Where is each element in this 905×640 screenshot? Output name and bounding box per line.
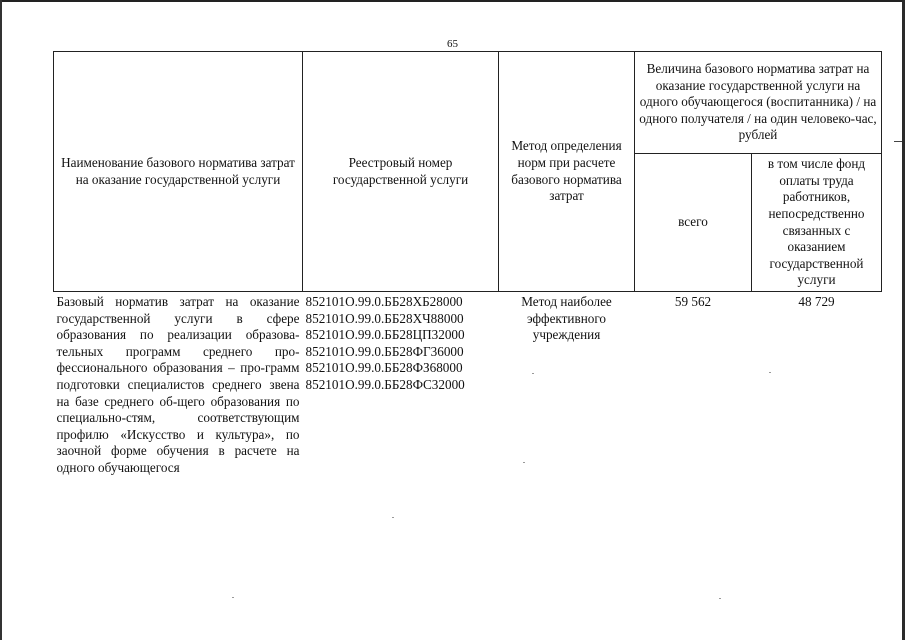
header-value-group: Величина базового норматива затрат на оказание государственной услуги на одного обучающегося (воспитанника) / на одного получателя / на один человеко-час, рублей bbox=[635, 52, 882, 154]
header-total: всего bbox=[635, 154, 752, 292]
scan-speck bbox=[769, 372, 771, 373]
registry-number: 852101О.99.0.ББ28ЦП32000 bbox=[305, 327, 465, 343]
page-left-edge bbox=[0, 0, 2, 640]
row-fund: 48 729 bbox=[798, 294, 835, 309]
scan-speck bbox=[719, 598, 721, 599]
row-name: Базовый норматив затрат на оказание государственной услуги в сфере образования по реализации образова-тельных программ среднего про-фессионального образования – про-грамм подготовки специалистов среднего звена на базе среднего об-щего образования по специально-стям, соответствующим профилю «Искусство и культура», по заочной форме обучения в расчете на одного обучающегося bbox=[56, 294, 300, 475]
registry-number: 852101О.99.0.ББ28ХБ28000 bbox=[305, 294, 463, 309]
table-header bbox=[54, 52, 882, 292]
row-total: 59 562 bbox=[674, 294, 712, 309]
page-number: 65 bbox=[447, 38, 458, 50]
header-name: Наименование базового норматива затрат на оказание государственной услуги bbox=[54, 52, 303, 292]
page-top-edge bbox=[0, 0, 905, 6]
header-fund: в том числе фонд оплаты труда работников, непосредственно связанных с оказанием государственной услуги bbox=[752, 154, 882, 292]
scan-speck bbox=[532, 373, 534, 374]
scan-speck bbox=[523, 462, 525, 463]
row-registry-numbers bbox=[303, 292, 499, 479]
registry-number: 852101О.99.0.ББ28ФЗ68000 bbox=[305, 360, 463, 376]
registry-number: 852101О.99.0.ББ28ФС32000 bbox=[305, 376, 465, 392]
row-method: Метод наиболее эффективного учреждения bbox=[521, 294, 612, 343]
registry-number: 852101О.99.0.ББ28ХЧ88000 bbox=[305, 310, 464, 326]
scan-speck bbox=[232, 597, 234, 598]
header-method: Метод определения норм при расчете базового норматива затрат bbox=[499, 52, 635, 292]
scan-speck bbox=[392, 517, 394, 518]
table-row bbox=[54, 292, 882, 479]
registry-number: 852101О.99.0.ББ28ФГ36000 bbox=[305, 343, 464, 359]
norm-table bbox=[53, 51, 882, 479]
header-registry: Реестровый номер государственной услуги bbox=[303, 52, 499, 292]
margin-mark bbox=[894, 141, 902, 142]
